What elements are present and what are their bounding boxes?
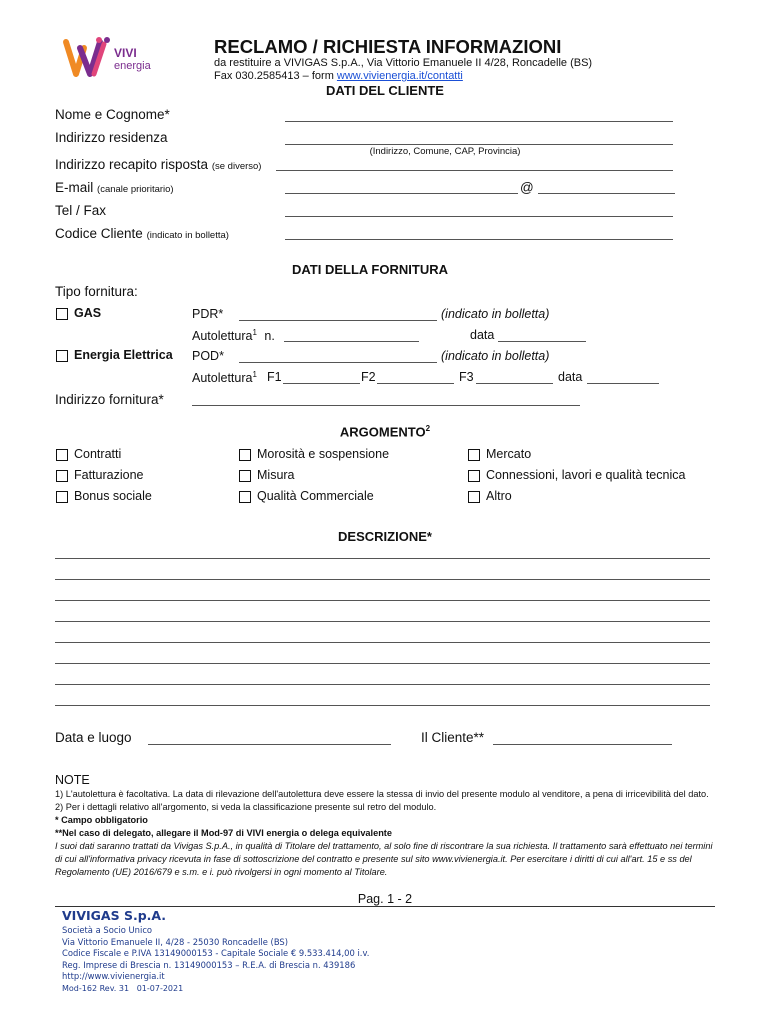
ee-data-field[interactable] xyxy=(587,383,659,384)
pdr-note-text: (indicato in bolletta) xyxy=(441,307,550,321)
pod-note-text: (indicato in bolletta) xyxy=(441,349,550,363)
page-title: RECLAMO / RICHIESTA INFORMAZIONI xyxy=(214,36,562,57)
recapito-label xyxy=(55,157,261,172)
argomento-title-text: ARGOMENTO xyxy=(339,424,426,440)
privacy-note: I suoi dati saranno trattati da Vivigas S.p.A., in qualità di Titolare del trattamento, al solo fine di riscontrare la sua richiesta. Il trattamento sarà effettuato nei termini di cui all'informativa privacy ricevuta in fase di sottoscrizione del contratto e presente sul sito www.vivienergia.it. Per esercitare i diritti di cui all'art. 15 e ss del Regolamento (UE) 2016/679 e s.m. e i. può rivolgersi in ogni momento al Titolare. xyxy=(55,841,713,877)
section-title-argomento xyxy=(285,424,485,439)
indirizzo-field[interactable] xyxy=(285,144,673,145)
pod-note xyxy=(441,349,549,363)
data-luogo-label: Data e luogo xyxy=(55,730,132,745)
descrizione-line[interactable] xyxy=(55,663,710,664)
tipo-fornitura-label: Tipo fornitura: xyxy=(55,284,138,299)
fax-text: Fax 030.2585413 – form xyxy=(214,70,337,82)
pod-label: POD* xyxy=(192,349,224,363)
footer-rule xyxy=(55,906,715,907)
fax-line xyxy=(214,70,463,82)
ee-autolettura-label xyxy=(192,370,257,385)
section-title-cliente: DATI DEL CLIENTE xyxy=(326,83,444,98)
checkbox-misura[interactable] xyxy=(239,470,251,482)
gas-autolettura-label xyxy=(192,328,275,343)
tel-label: Tel / Fax xyxy=(55,203,107,218)
email-at: @ xyxy=(520,180,534,195)
label-bonus-sociale: Bonus sociale xyxy=(74,489,152,503)
note-title: NOTE xyxy=(55,773,90,787)
logo xyxy=(62,34,172,82)
checkbox-connessioni[interactable] xyxy=(468,470,480,482)
section-title-descrizione: DESCRIZIONE* xyxy=(338,529,432,544)
label-fatturazione: Fatturazione xyxy=(74,468,144,482)
note-4: **Nel caso di delegato, allegare il Mod-97 di VIVI energia o delega equivalente xyxy=(55,828,392,838)
indirizzo-fornitura-label: Indirizzo fornitura* xyxy=(55,392,164,407)
checkbox-contratti[interactable] xyxy=(56,449,68,461)
pdr-label: PDR* xyxy=(192,307,224,321)
checkbox-qualita-commerciale[interactable] xyxy=(239,491,251,503)
f2-label: F2 xyxy=(361,370,376,384)
descrizione-line[interactable] xyxy=(55,705,710,706)
footer-line-3: Codice Fiscale e P.IVA 13149000153 - Capitale Sociale € 9.533.414,00 i.v. xyxy=(62,948,370,958)
f2-field[interactable] xyxy=(377,383,454,384)
gas-autolettura-text: Autolettura xyxy=(192,329,253,344)
cliente-firma-label: Il Cliente** xyxy=(421,730,485,745)
argomento-title-sup: 2 xyxy=(425,424,431,433)
energia-label: Energia Elettrica xyxy=(74,348,173,362)
checkbox-bonus-sociale[interactable] xyxy=(56,491,68,503)
f1-label: F1 xyxy=(267,370,282,384)
footer-line-2: Via Vittorio Emanuele II, 4/28 - 25030 Roncadelle (BS) xyxy=(62,936,288,947)
email-user-field[interactable] xyxy=(285,193,518,194)
recapito-field[interactable] xyxy=(276,170,673,171)
gas-checkbox[interactable] xyxy=(56,308,68,320)
logo-text-energia: energia xyxy=(114,60,151,72)
descrizione-line[interactable] xyxy=(55,684,710,685)
f3-label: F3 xyxy=(459,370,474,384)
energia-checkbox[interactable] xyxy=(56,350,68,362)
cliente-firma-field[interactable] xyxy=(493,744,672,745)
indirizzo-label: Indirizzo residenza xyxy=(55,130,168,145)
gas-data-label: data xyxy=(470,328,495,342)
descrizione-line[interactable] xyxy=(55,579,710,580)
label-qualita-commerciale: Qualità Commerciale xyxy=(257,489,374,503)
nome-field[interactable] xyxy=(285,121,673,122)
indirizzo-fornitura-field[interactable] xyxy=(192,405,580,406)
checkbox-mercato[interactable] xyxy=(468,449,480,461)
descrizione-line[interactable] xyxy=(55,600,710,601)
ee-data-label: data xyxy=(558,370,583,384)
codice-label xyxy=(55,226,229,241)
contact-link[interactable]: www.vivienergia.it/contatti xyxy=(336,70,463,82)
codice-label-text: Codice Cliente xyxy=(55,226,143,241)
pdr-note xyxy=(441,307,549,321)
recapito-note: (se diverso) xyxy=(211,161,262,172)
gas-data-field[interactable] xyxy=(498,341,586,342)
f1-field[interactable] xyxy=(283,383,360,384)
note-1: 1) L'autolettura è facoltativa. La data di rilevazione dell'autolettura deve essere la stessa di invio del presente modulo al venditore, a pena di irricevibilità del dato. xyxy=(55,789,709,799)
label-mercato: Mercato xyxy=(486,447,532,461)
footer-line-4: Reg. Imprese di Brescia n. 13149000153 – R.E.A. di Brescia n. 439186 xyxy=(62,959,356,970)
logo-text-vivi: VIVI xyxy=(114,46,137,60)
gas-n-label: n. xyxy=(264,329,275,344)
codice-field[interactable] xyxy=(285,239,673,240)
descrizione-line[interactable] xyxy=(55,558,710,559)
label-contratti: Contratti xyxy=(74,447,122,461)
vivi-logo-icon xyxy=(62,34,114,82)
tel-field[interactable] xyxy=(285,216,673,217)
gas-autolettura-field[interactable] xyxy=(284,341,419,342)
footer-company: VIVIGAS S.p.A. xyxy=(62,908,167,923)
note-2: 2) Per i dettagli relativo all'argomento, si veda la classificazione presente sul retro del modulo. xyxy=(55,802,437,812)
return-address: da restituire a VIVIGAS S.p.A., Via Vittorio Emanuele II 4/28, Roncadelle (BS) xyxy=(214,57,593,69)
checkbox-altro[interactable] xyxy=(468,491,480,503)
label-morosita: Morosità e sospensione xyxy=(257,447,390,461)
pdr-field[interactable] xyxy=(239,320,437,321)
checkbox-morosita[interactable] xyxy=(239,449,251,461)
label-misura: Misura xyxy=(257,468,295,482)
page-number: Pag. 1 - 2 xyxy=(357,892,413,906)
section-title-fornitura: DATI DELLA FORNITURA xyxy=(292,262,448,277)
recapito-label-text: Indirizzo recapito risposta xyxy=(55,157,209,172)
mod-revision: Mod-162 Rev. 31 01-07-2021 xyxy=(62,984,184,993)
email-label xyxy=(55,180,174,195)
indirizzo-hint: (Indirizzo, Comune, CAP, Provincia) xyxy=(369,146,521,157)
footer-block xyxy=(62,925,369,983)
f3-field[interactable] xyxy=(476,383,553,384)
email-domain-field[interactable] xyxy=(538,193,675,194)
footer-line-1: Società a Socio Unico xyxy=(62,925,153,935)
gas-label: GAS xyxy=(74,306,102,320)
label-altro: Altro xyxy=(486,489,512,503)
footer-website[interactable]: http://www.vivienergia.it xyxy=(62,971,165,981)
note-list xyxy=(55,788,717,879)
label-connessioni: Connessioni, lavori e qualità tecnica xyxy=(486,468,686,482)
ee-autolettura-text: Autolettura xyxy=(192,371,253,386)
email-note: (canale prioritario) xyxy=(97,184,174,195)
ee-autolettura-sup: 1 xyxy=(252,370,257,379)
pod-field[interactable] xyxy=(239,362,437,363)
descrizione-line[interactable] xyxy=(55,621,710,622)
email-label-text: E-mail xyxy=(55,180,94,195)
descrizione-line[interactable] xyxy=(55,642,710,643)
data-luogo-field[interactable] xyxy=(148,744,391,745)
codice-note: (indicato in bolletta) xyxy=(146,230,229,241)
gas-autolettura-sup: 1 xyxy=(252,328,257,337)
nome-label: Nome e Cognome* xyxy=(55,107,170,122)
checkbox-fatturazione[interactable] xyxy=(56,470,68,482)
note-3: * Campo obbligatorio xyxy=(55,815,148,825)
